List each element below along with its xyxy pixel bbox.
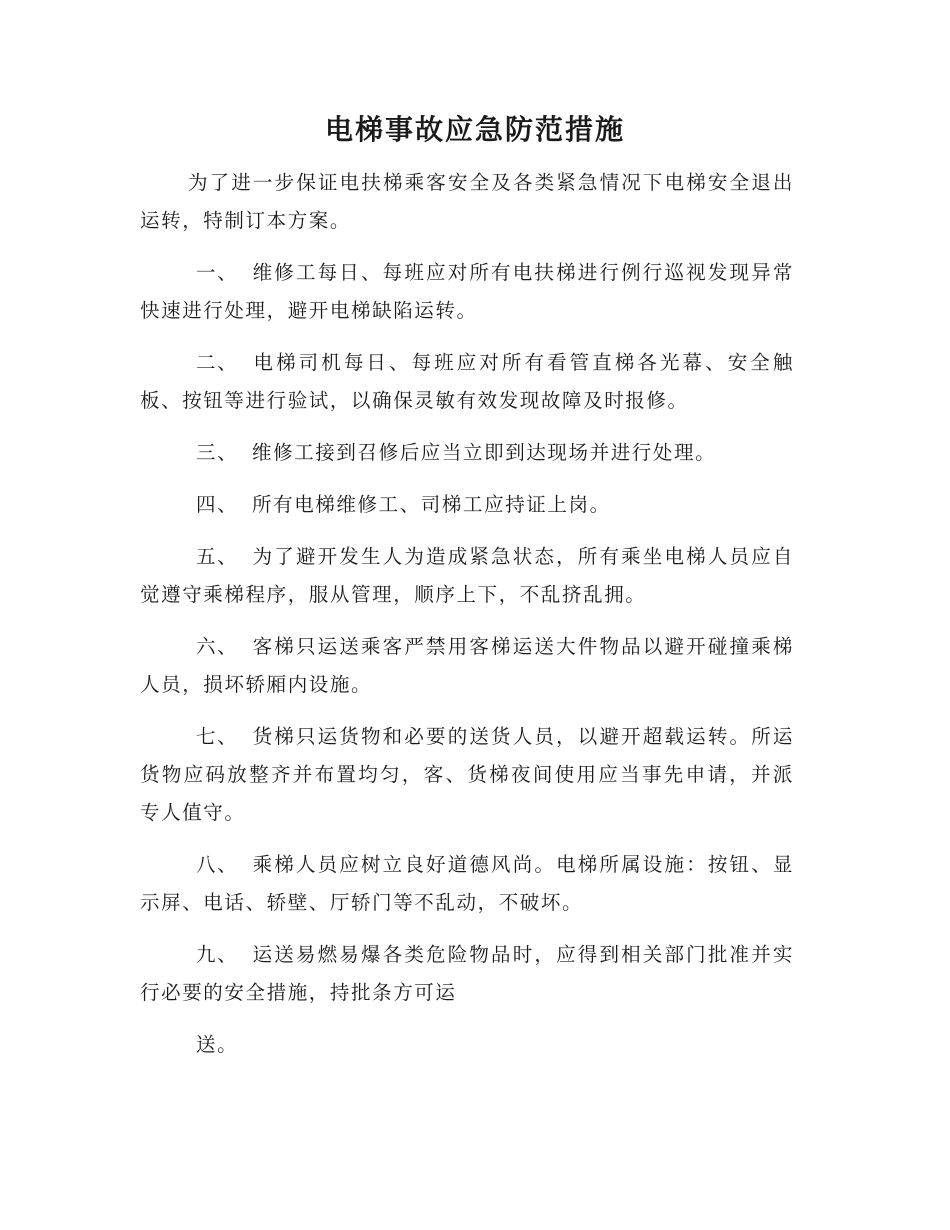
item-text: 货梯只运货物和必要的送货人员，以避开超载运转。所运货物应码放整齐并布置均匀，客、货梯夜间使用应当事先申请，并派专人值守。 bbox=[140, 725, 794, 824]
list-item bbox=[140, 254, 794, 330]
list-item bbox=[140, 486, 794, 524]
item-text: 运送易燃易爆各类危险物品时，应得到相关部门批准并实行必要的安全措施，持批条方可运 bbox=[140, 943, 794, 1004]
item-text: 客梯只运送乘客严禁用客梯运送大件物品以避开碰撞乘梯人员，损坏轿厢内设施。 bbox=[140, 635, 794, 696]
item-number: 七、 bbox=[196, 725, 239, 748]
item-number: 二、 bbox=[196, 351, 239, 374]
item-text: 维修工接到召修后应当立即到达现场并进行处理。 bbox=[252, 441, 717, 464]
item-number: 一、 bbox=[196, 261, 239, 284]
list-item bbox=[140, 628, 794, 704]
document-title: 电梯事故应急防范措施 bbox=[324, 113, 625, 146]
item-number: 四、 bbox=[196, 493, 239, 516]
list-item bbox=[140, 846, 794, 922]
item-number: 八、 bbox=[196, 853, 239, 876]
item-number: 五、 bbox=[196, 545, 239, 568]
list-item bbox=[140, 538, 794, 614]
item-number: 九、 bbox=[196, 943, 239, 966]
tail-paragraph: 送。 bbox=[196, 1033, 239, 1056]
list-item bbox=[140, 344, 794, 420]
list-item bbox=[140, 718, 794, 832]
item-number: 六、 bbox=[196, 635, 239, 658]
item-text: 乘梯人员应树立良好道德风尚。电梯所属设施：按钮、显示屏、电话、轿壁、厅轿门等不乱动，不破坏。 bbox=[140, 853, 794, 914]
item-text: 所有电梯维修工、司梯工应持证上岗。 bbox=[252, 493, 611, 516]
document-body bbox=[140, 164, 794, 1064]
list-item bbox=[140, 434, 794, 472]
item-text: 电梯司机每日、每班应对所有看管直梯各光幕、安全触板、按钮等进行验试，以确保灵敏有效发现故障及时报修。 bbox=[140, 351, 794, 412]
item-text: 为了避开发生人为造成紧急状态，所有乘坐电梯人员应自觉遵守乘梯程序，服从管理，顺序上下，不乱挤乱拥。 bbox=[140, 545, 794, 606]
list-item bbox=[140, 936, 794, 1012]
item-number: 三、 bbox=[196, 441, 239, 464]
intro-paragraph: 为了进一步保证电扶梯乘客安全及各类紧急情况下电梯安全退出运转，特制订本方案。 bbox=[140, 171, 794, 232]
item-text: 维修工每日、每班应对所有电扶梯进行例行巡视发现异常快速进行处理，避开电梯缺陷运转。 bbox=[140, 261, 794, 322]
